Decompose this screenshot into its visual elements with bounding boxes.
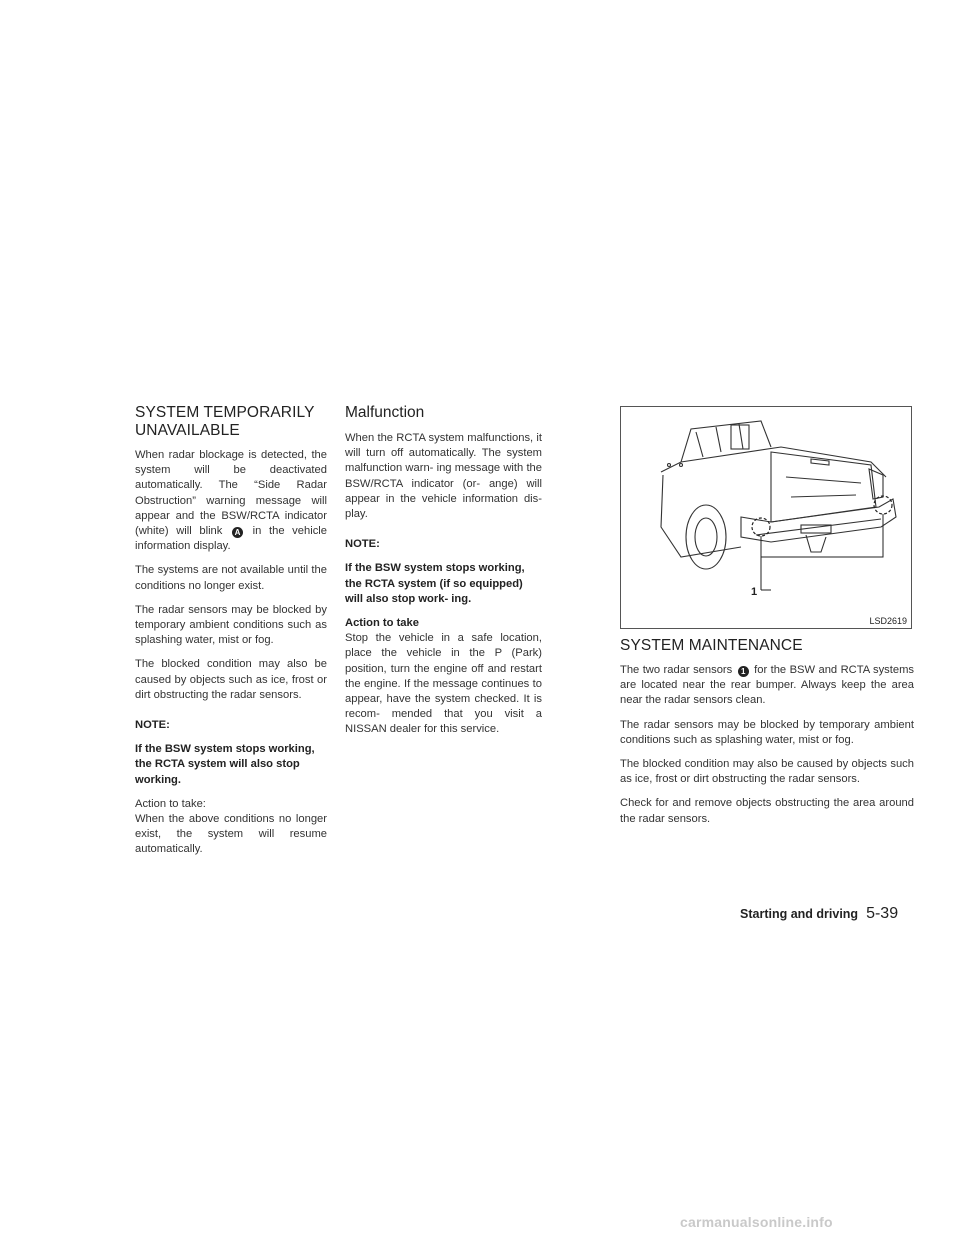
paragraph-radar-location: The two radar sensors 1 for the BSW and RCTA systems are located near the rear bumper. Always keep the area near the radar sensors clean. bbox=[620, 664, 915, 707]
footer-page-number: 5-39 bbox=[866, 905, 899, 922]
paragraph-malfunction: When the RCTA system malfunctions, it will turn off automatically. The system malfunction warn- ing message with the BSW/RCTA indicator (or- ange) will appear in the vehicle information dis- play. bbox=[345, 432, 542, 521]
watermark: carmanualsonline.info bbox=[680, 1214, 833, 1230]
action-label: Action to take bbox=[345, 617, 419, 630]
action-text: Stop the vehicle in a safe location, place the vehicle in the P (Park) position, turn the engine off and restart the engine. If the message continues to appear, have the system checked. It is recom- mended that you visit a NISSAN dealer for this service. bbox=[345, 632, 542, 736]
note-text: If the BSW system stops working, the RCTA system (if so equipped) will also stop work- ing. bbox=[345, 562, 525, 605]
truck-radar-sensor-figure bbox=[620, 406, 912, 629]
paragraph-blocked-objects: The blocked condition may also be caused by objects such as ice, frost or dirt obstructing the radar sensors. bbox=[135, 658, 327, 701]
paragraph-blocked-ambient: The radar sensors may be blocked by temporary ambient conditions such as splashing water, mist or fog. bbox=[135, 603, 327, 647]
paragraph-not-available: The systems are not available until the conditions no longer exist. bbox=[135, 564, 327, 592]
action-text: When the above conditions no longer exist, the system will resume automatically. bbox=[135, 813, 327, 856]
figure-callout-label: 1 bbox=[751, 586, 758, 598]
paragraph-radar-blockage: When radar blockage is detected, the system will be deactivated automatically. The “Side Radar Obstruction” warning message will appear and the BSW/RCTA indicator (white) will blink A in the vehicle information display. bbox=[135, 449, 327, 553]
callout-a-badge: A bbox=[232, 527, 243, 538]
paragraph-blocked-objects: The blocked condition may also be caused by objects such as ice, frost or dirt obstructing the radar sensors. bbox=[620, 758, 914, 786]
column-system-maintenance bbox=[620, 637, 914, 836]
action-label: Action to take: bbox=[135, 797, 206, 810]
column-system-temporarily-unavailable bbox=[135, 404, 327, 867]
truck-rear-illustration bbox=[621, 407, 911, 628]
page-footer bbox=[740, 905, 898, 923]
heading-malfunction: Malfunction bbox=[345, 404, 425, 421]
note-text: If the BSW system stops working, the RCTA system will also stop working. bbox=[135, 743, 315, 786]
note-label: NOTE: bbox=[135, 719, 170, 732]
callout-1-badge: 1 bbox=[738, 666, 749, 677]
heading-system-maintenance: SYSTEM MAINTENANCE bbox=[620, 637, 803, 654]
footer-section-title: Starting and driving bbox=[740, 907, 859, 921]
heading-system-temporarily-unavailable: SYSTEM TEMPORARILY UNAVAILABLE bbox=[135, 404, 315, 439]
column-malfunction bbox=[345, 404, 542, 747]
figure-code: LSD2619 bbox=[869, 616, 907, 626]
paragraph-check-remove: Check for and remove objects obstructing the area around the radar sensors. bbox=[620, 797, 914, 825]
note-label: NOTE: bbox=[345, 538, 380, 551]
paragraph-blocked-ambient: The radar sensors may be blocked by temporary ambient conditions such as splashing water, mist or fog. bbox=[620, 718, 914, 746]
